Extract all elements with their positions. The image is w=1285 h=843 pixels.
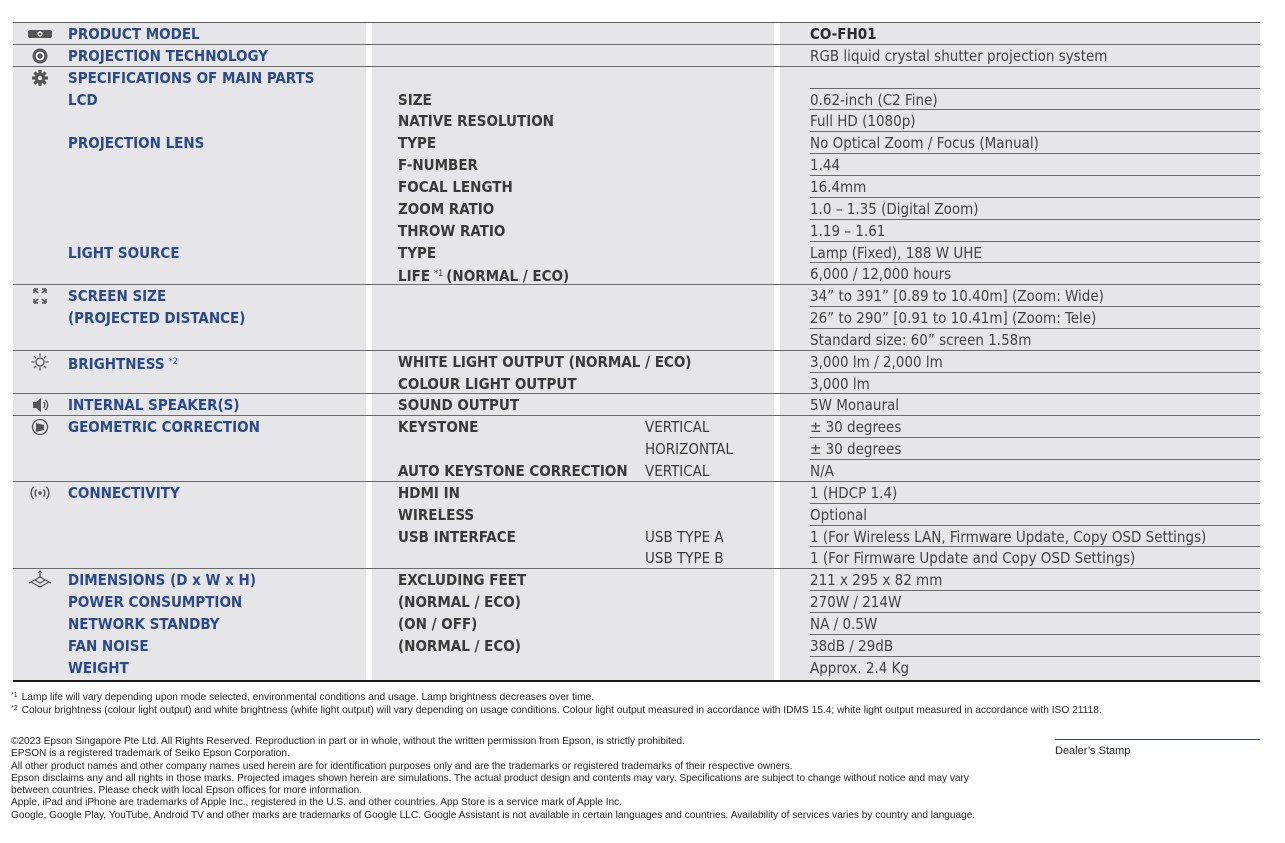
- spec-value: ± 30 degrees: [810, 418, 902, 437]
- spec-subcategory: [398, 89, 432, 111]
- spec-detail: USB TYPE A: [645, 527, 724, 546]
- spec-value: RGB liquid crystal shutter projection system: [810, 46, 1108, 65]
- spec-value: 38dB / 29dB: [810, 636, 894, 655]
- spec-value: 211 x 295 x 82 mm: [810, 571, 943, 590]
- spec-subcategory: [398, 504, 474, 526]
- spec-category-text: CONNECTIVITY: [68, 483, 180, 502]
- spec-category-text: INTERNAL SPEAKER(S): [68, 396, 240, 415]
- legal-line: EPSON is a registered trademark of Seiko Epson Corporation.: [11, 748, 290, 760]
- lens-icon: [27, 46, 53, 66]
- spec-subcategory-mode: (NORMAL / ECO): [446, 267, 570, 286]
- spec-subcategory-text: AUTO KEYSTONE CORRECTION: [398, 462, 628, 480]
- sun-icon: [27, 352, 53, 372]
- legal-line: ©2023 Epson Singapore Pte Ltd. All Rights Reserved. Reproduction in part or in whole, without the written permission from Epson, is strictly prohibited.: [11, 736, 685, 747]
- spec-category-text: WEIGHT: [68, 658, 129, 677]
- dealer-stamp-label: Dealer’s Stamp: [1055, 745, 1131, 757]
- spec-value: 270W / 214W: [810, 593, 902, 612]
- spec-subcategory-text: USB INTERFACE: [398, 527, 516, 546]
- spec-category: [68, 89, 98, 111]
- spec-category-text: PRODUCT MODEL: [68, 25, 200, 43]
- spec-category: [68, 635, 149, 657]
- spec-subcategory-text: WHITE LIGHT OUTPUT (NORMAL / ECO): [398, 352, 692, 371]
- spec-subcategory: [398, 569, 526, 591]
- legal-notice: [11, 736, 1061, 822]
- spec-subcategory: [398, 591, 521, 613]
- spec-value: N/A: [810, 462, 834, 480]
- spec-subcategory: [398, 460, 628, 482]
- spec-subcategory: [398, 154, 478, 176]
- spec-subcategory: [398, 198, 494, 220]
- spec-subcategory: [398, 613, 477, 635]
- spec-category: [68, 591, 242, 613]
- spec-detail: HORIZONTAL: [645, 440, 733, 459]
- spec-category-text: PROJECTION LENS: [68, 134, 205, 153]
- spec-category: [68, 482, 180, 504]
- spec-subcategory-text: (ON / OFF): [398, 614, 478, 633]
- footnote-ref: *2: [168, 356, 178, 367]
- spec-subcategory-text: EXCLUDING FEET: [398, 571, 527, 590]
- wireless-icon: [27, 483, 53, 503]
- spec-subcategory-text: ZOOM RATIO: [398, 199, 495, 218]
- spec-category-text: DIMENSIONS (D x W x H): [68, 571, 256, 590]
- spec-category-text: PROJECTION TECHNOLOGY: [68, 46, 269, 65]
- spec-category-text: SPECIFICATIONS OF MAIN PARTS: [68, 68, 315, 87]
- spec-category: [68, 307, 245, 329]
- spec-category-text: (PROJECTED DISTANCE): [68, 309, 246, 328]
- spec-value: Lamp (Fixed), 188 W UHE: [810, 243, 982, 262]
- spec-category-text: FAN NOISE: [68, 636, 149, 655]
- spec-detail: VERTICAL: [645, 418, 710, 437]
- spec-detail: VERTICAL: [645, 462, 710, 480]
- legal-line: between countries. Please check with local Epson offices for more information.: [11, 785, 363, 797]
- spec-value: 1.0 – 1.35 (Digital Zoom): [810, 199, 979, 218]
- legal-line: Google, Google Play, YouTube, Android TV and other marks are trademarks of Google LLC. Google Assistant is not available in certain languages and countries. Availability of services varies by country and language.: [11, 809, 976, 821]
- spec-category: [68, 132, 204, 154]
- spec-subcategory-text: LIFE: [398, 267, 431, 286]
- footnote: [11, 703, 1102, 717]
- spec-subcategory: [398, 526, 516, 548]
- spec-category-text: LCD: [68, 90, 98, 109]
- spec-value: 1 (For Wireless LAN, Firmware Update, Copy OSD Settings): [810, 527, 1207, 546]
- value-row-rule: [810, 175, 1260, 176]
- footnote-mark: *2: [11, 705, 18, 712]
- spec-category-text: BRIGHTNESS: [68, 354, 165, 373]
- footnote-text: Lamp life will vary depending upon mode selected, environmental conditions and usage. Lamp brightness decreases over time.: [21, 692, 595, 703]
- spec-subcategory: [398, 373, 577, 395]
- spec-subcategory-text: FOCAL LENGTH: [398, 177, 513, 196]
- legal-line: Apple, iPad and iPhone are trademarks of Apple Inc., registered in the U.S. and other countries. App Store is a service mark of Apple Inc.: [11, 797, 623, 809]
- spec-value: 1.44: [810, 156, 841, 175]
- spec-subcategory-text: TYPE: [398, 243, 437, 262]
- spec-value: Optional: [810, 505, 868, 524]
- spec-value: 6,000 / 12,000 hours: [810, 265, 952, 284]
- keystone-icon: [27, 417, 53, 437]
- spec-value: 0.62-inch (C2 Fine): [810, 90, 938, 109]
- spec-category: [68, 45, 268, 67]
- spec-category: [68, 657, 129, 679]
- spec-category: [68, 394, 240, 416]
- spec-value: Standard size: 60” screen 1.58m: [810, 330, 1032, 349]
- spec-category: [68, 285, 166, 307]
- projector-icon: [27, 24, 53, 44]
- spec-subcategory-text: WIRELESS: [398, 505, 475, 524]
- spec-subcategory: [398, 394, 519, 416]
- footnote-ref: *1: [434, 269, 444, 280]
- speaker-icon: [27, 395, 53, 415]
- spec-subcategory: [398, 482, 460, 504]
- spec-subcategory-text: SOUND OUTPUT: [398, 396, 520, 415]
- spec-subcategory: [398, 635, 521, 657]
- spec-category-text: NETWORK STANDBY: [68, 614, 220, 633]
- expand-icon: [27, 286, 53, 306]
- spec-table: [13, 22, 1260, 682]
- spec-category: [68, 242, 180, 264]
- spec-value: 16.4mm: [810, 177, 867, 196]
- spec-value: 34” to 391” [0.89 to 10.40m] (Zoom: Wide): [810, 287, 1104, 306]
- spec-category-text: SCREEN SIZE: [68, 287, 167, 306]
- spec-subcategory-text: (NORMAL / ECO): [398, 636, 521, 655]
- spec-subcategory: [398, 351, 691, 373]
- spec-subcategory: [398, 220, 505, 242]
- spec-subcategory-text: SIZE: [398, 90, 432, 109]
- spec-category: [68, 416, 260, 438]
- spec-subcategory: [398, 263, 569, 285]
- spec-value: 5W Monaural: [810, 396, 900, 415]
- gear-icon: [27, 68, 53, 88]
- spec-subcategory-text: THROW RATIO: [398, 221, 506, 240]
- section-rule: [13, 481, 1260, 482]
- spec-category: [68, 569, 256, 591]
- spec-category: [68, 351, 178, 373]
- spec-value: 1.19 – 1.61: [810, 221, 886, 240]
- spec-category-text: POWER CONSUMPTION: [68, 593, 243, 612]
- spec-value: 1 (HDCP 1.4): [810, 483, 898, 502]
- footnote-text: Colour brightness (colour light output) and white brightness (white light output) will vary depending on usage conditions. Colour light output measured in accordance with IDMS 15.4; white light output measured in accordance with ISO 21118.: [21, 705, 1102, 716]
- spec-subcategory-text: NATIVE RESOLUTION: [398, 112, 554, 131]
- spec-subcategory: [398, 416, 478, 438]
- spec-subcategory: [398, 242, 436, 264]
- spec-category-text: LIGHT SOURCE: [68, 243, 180, 262]
- spec-subcategory-text: (NORMAL / ECO): [398, 593, 521, 612]
- legal-line: All other product names and other company names used herein are for identification purposes only and are the trademarks or registered trademarks of their respective owners.: [11, 760, 793, 772]
- spec-subcategory-text: COLOUR LIGHT OUTPUT: [398, 374, 577, 393]
- table-bottom-rule: [13, 680, 1260, 682]
- spec-detail: USB TYPE B: [645, 549, 724, 568]
- spec-value: 26” to 290” [0.91 to 10.41m] (Zoom: Tele): [810, 309, 1097, 328]
- spec-value: 1 (For Firmware Update and Copy OSD Settings): [810, 549, 1136, 568]
- footnote: [11, 690, 594, 704]
- dimensions-icon: [27, 570, 53, 590]
- spec-subcategory-text: HDMI IN: [398, 483, 460, 502]
- spec-value: CO-FH01: [810, 25, 877, 43]
- spec-category-text: GEOMETRIC CORRECTION: [68, 418, 260, 437]
- spec-category: [68, 23, 200, 45]
- spec-subcategory: [398, 110, 554, 132]
- spec-subcategory: [398, 132, 436, 154]
- spec-value: Approx. 2.4 Kg: [810, 658, 910, 677]
- spec-category: [68, 67, 314, 89]
- dealer-stamp-rule: [1055, 739, 1260, 740]
- spec-value: Full HD (1080p): [810, 112, 916, 131]
- spec-value: 3,000 lm: [810, 374, 870, 393]
- spec-subcategory: [398, 176, 513, 198]
- spec-subcategory-text: KEYSTONE: [398, 418, 479, 437]
- spec-category: [68, 613, 220, 635]
- spec-value: No Optical Zoom / Focus (Manual): [810, 134, 1039, 153]
- spec-value: ± 30 degrees: [810, 440, 902, 459]
- spec-value: NA / 0.5W: [810, 614, 878, 633]
- footnote-mark: *1: [11, 692, 18, 699]
- legal-line: Epson disclaims any and all rights in those marks. Projected images shown herein are simulations. The actual product design and contents may vary. Specifications are subject to change without notice and may vary: [11, 772, 969, 784]
- table-top-rule: [13, 22, 1260, 23]
- spec-value: 3,000 lm / 2,000 lm: [810, 352, 943, 371]
- spec-subcategory-text: TYPE: [398, 134, 437, 153]
- spec-subcategory-text: F-NUMBER: [398, 156, 478, 175]
